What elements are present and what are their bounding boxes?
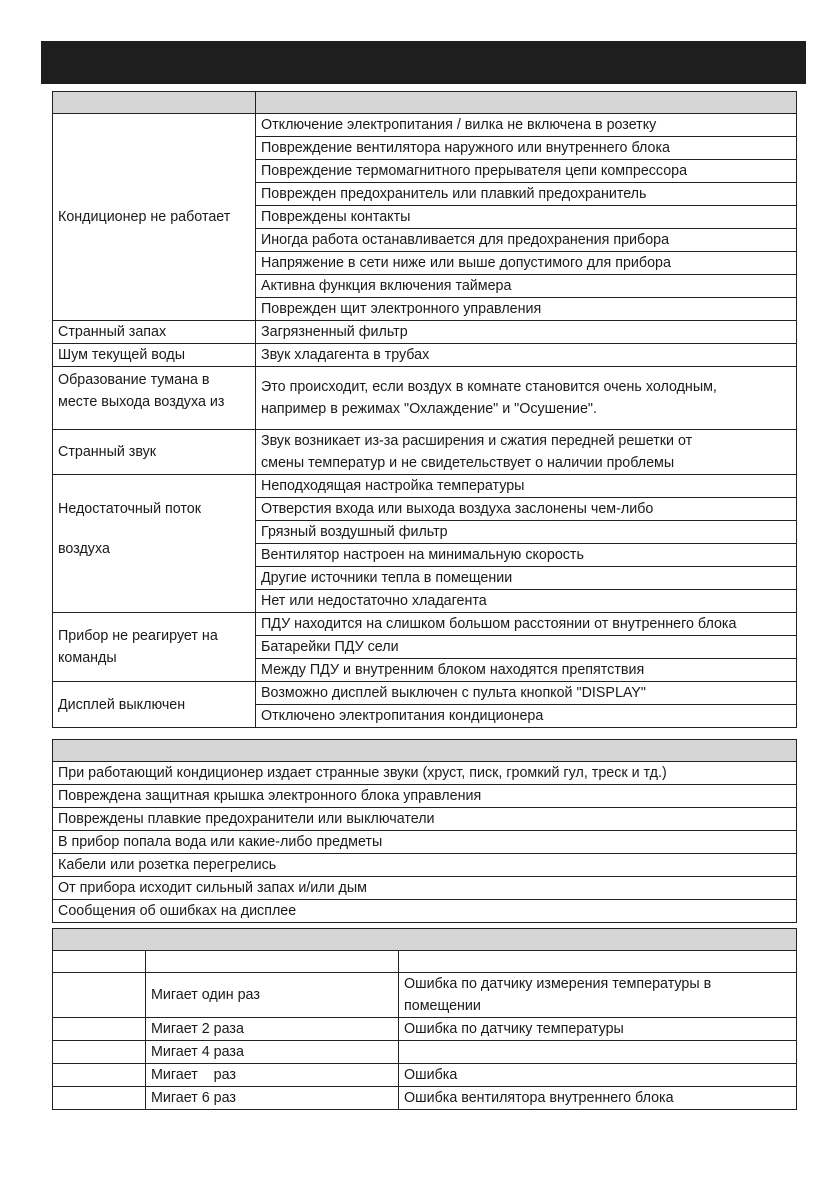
- cause-cell: [256, 367, 797, 430]
- symptom-cell: [53, 613, 256, 682]
- table-header-row: [53, 929, 797, 951]
- table-header-row: [53, 951, 797, 973]
- symptom-cell: Дисплей выключен: [53, 682, 256, 728]
- cause-line: смены температур и не свидетельствует о наличии проблемы: [261, 455, 675, 471]
- section-header-cell: [53, 929, 797, 951]
- table-row: [53, 973, 797, 1018]
- section-header-cell: [53, 740, 797, 762]
- symptom-line: Недостаточный поток: [58, 500, 202, 517]
- symptom-cell: Странный запах: [53, 321, 256, 344]
- description-cell: [399, 1041, 797, 1064]
- cause-cell: Повреждение термомагнитного прерывателя цепи компрессора: [256, 160, 797, 183]
- cause-cell: Загрязненный фильтр: [256, 321, 797, 344]
- cause-cell: Отключение электропитания / вилка не включена в розетку: [256, 114, 797, 137]
- table-row: [53, 475, 797, 498]
- table-row: [53, 900, 797, 923]
- cause-line: Звук возникает из-за расширения и сжатия передней решетки от: [261, 433, 693, 449]
- list-item: Кабели или розетка перегрелись: [53, 854, 797, 877]
- symptom-line: месте выхода воздуха из: [58, 394, 225, 410]
- symptom-cell: [53, 475, 256, 613]
- cause-cell: Поврежден щит электронного управления: [256, 298, 797, 321]
- table-row: [53, 114, 797, 137]
- cause-line: Это происходит, если воздух в комнате становится очень холодным,: [261, 379, 717, 395]
- header-cell-cause: [256, 92, 797, 114]
- indicator-cell: Мигает 6 раз: [146, 1087, 399, 1110]
- error-code-cell: [53, 1041, 146, 1064]
- error-code-cell: [53, 1087, 146, 1110]
- table-row: [53, 430, 797, 475]
- table-row: [53, 785, 797, 808]
- list-item: При работающий кондиционер издает странные звуки (хруст, писк, громкий гул, треск и тд.): [53, 762, 797, 785]
- table-row: [53, 854, 797, 877]
- cause-cell: Иногда работа останавливается для предохранения прибора: [256, 229, 797, 252]
- table-row: [53, 367, 797, 430]
- table-row: [53, 1087, 797, 1110]
- page-header-bar: [41, 41, 806, 84]
- table-header-row: [53, 740, 797, 762]
- table-row: [53, 831, 797, 854]
- indicator-cell: Мигает 2 раза: [146, 1018, 399, 1041]
- table-header-row: [53, 92, 797, 114]
- table-row: [53, 321, 797, 344]
- header-cell-indicator: [146, 951, 399, 973]
- indicator-cell: Мигает один раз: [146, 973, 399, 1018]
- table-row: [53, 1018, 797, 1041]
- table-row: [53, 1064, 797, 1087]
- contact-service-table: [52, 739, 797, 923]
- table-row: [53, 682, 797, 705]
- list-item: От прибора исходит сильный запах и/или дым: [53, 877, 797, 900]
- description-cell: Ошибка по датчику температуры: [399, 1018, 797, 1041]
- cause-cell: Батарейки ПДУ сели: [256, 636, 797, 659]
- description-cell: Ошибка: [399, 1064, 797, 1087]
- list-item: Сообщения об ошибках на дисплее: [53, 900, 797, 923]
- description-line: помещении: [404, 998, 481, 1014]
- cause-cell: Отключено электропитания кондиционера: [256, 705, 797, 728]
- table-row: [53, 1041, 797, 1064]
- symptom-line: команды: [58, 650, 117, 666]
- cause-line: например в режимах "Охлаждение" и "Осушение".: [261, 401, 597, 417]
- error-code-cell: [53, 1064, 146, 1087]
- symptom-line: воздуха: [58, 540, 110, 557]
- error-codes-table: [52, 928, 797, 1110]
- cause-cell: Поврежден предохранитель или плавкий предохранитель: [256, 183, 797, 206]
- cause-cell: Звук хладагента в трубах: [256, 344, 797, 367]
- cause-cell: Возможно дисплей выключен с пульта кнопкой "DISPLAY": [256, 682, 797, 705]
- troubleshooting-table: [52, 91, 797, 728]
- cause-cell: Нет или недостаточно хладагента: [256, 590, 797, 613]
- symptom-cell: [53, 367, 256, 430]
- cause-cell: Вентилятор настроен на минимальную скорость: [256, 544, 797, 567]
- header-cell-code: [53, 951, 146, 973]
- table-row: [53, 808, 797, 831]
- symptom-line: Образование тумана в: [58, 372, 210, 388]
- symptom-line: Прибор не реагирует на: [58, 628, 218, 644]
- cause-cell: Отверстия входа или выхода воздуха заслонены чем-либо: [256, 498, 797, 521]
- cause-cell: Грязный воздушный фильтр: [256, 521, 797, 544]
- table-row: [53, 613, 797, 636]
- indicator-cell: Мигает 4 раза: [146, 1041, 399, 1064]
- list-item: В прибор попала вода или какие-либо предметы: [53, 831, 797, 854]
- symptom-cell: Странный звук: [53, 430, 256, 475]
- symptom-cell: Шум текущей воды: [53, 344, 256, 367]
- cause-cell: Неподходящая настройка температуры: [256, 475, 797, 498]
- table-row: [53, 344, 797, 367]
- error-code-cell: [53, 973, 146, 1018]
- indicator-cell: Мигает раз: [146, 1064, 399, 1087]
- table-row: [53, 762, 797, 785]
- error-code-cell: [53, 1018, 146, 1041]
- description-cell: Ошибка вентилятора внутреннего блока: [399, 1087, 797, 1110]
- cause-cell: ПДУ находится на слишком большом расстоянии от внутреннего блока: [256, 613, 797, 636]
- table-row: [53, 877, 797, 900]
- cause-cell: Другие источники тепла в помещении: [256, 567, 797, 590]
- header-cell-symptom: [53, 92, 256, 114]
- cause-cell: Активна функция включения таймера: [256, 275, 797, 298]
- description-cell: [399, 973, 797, 1018]
- cause-cell: Напряжение в сети ниже или выше допустимого для прибора: [256, 252, 797, 275]
- description-line: Ошибка по датчику измерения температуры в: [404, 976, 712, 992]
- cause-cell: Между ПДУ и внутренним блоком находятся препятствия: [256, 659, 797, 682]
- list-item: Повреждена защитная крышка электронного блока управления: [53, 785, 797, 808]
- cause-cell: Повреждены контакты: [256, 206, 797, 229]
- symptom-cell: Кондиционер не работает: [53, 114, 256, 321]
- header-cell-description: [399, 951, 797, 973]
- cause-cell: [256, 430, 797, 475]
- list-item: Повреждены плавкие предохранители или выключатели: [53, 808, 797, 831]
- cause-cell: Повреждение вентилятора наружного или внутреннего блока: [256, 137, 797, 160]
